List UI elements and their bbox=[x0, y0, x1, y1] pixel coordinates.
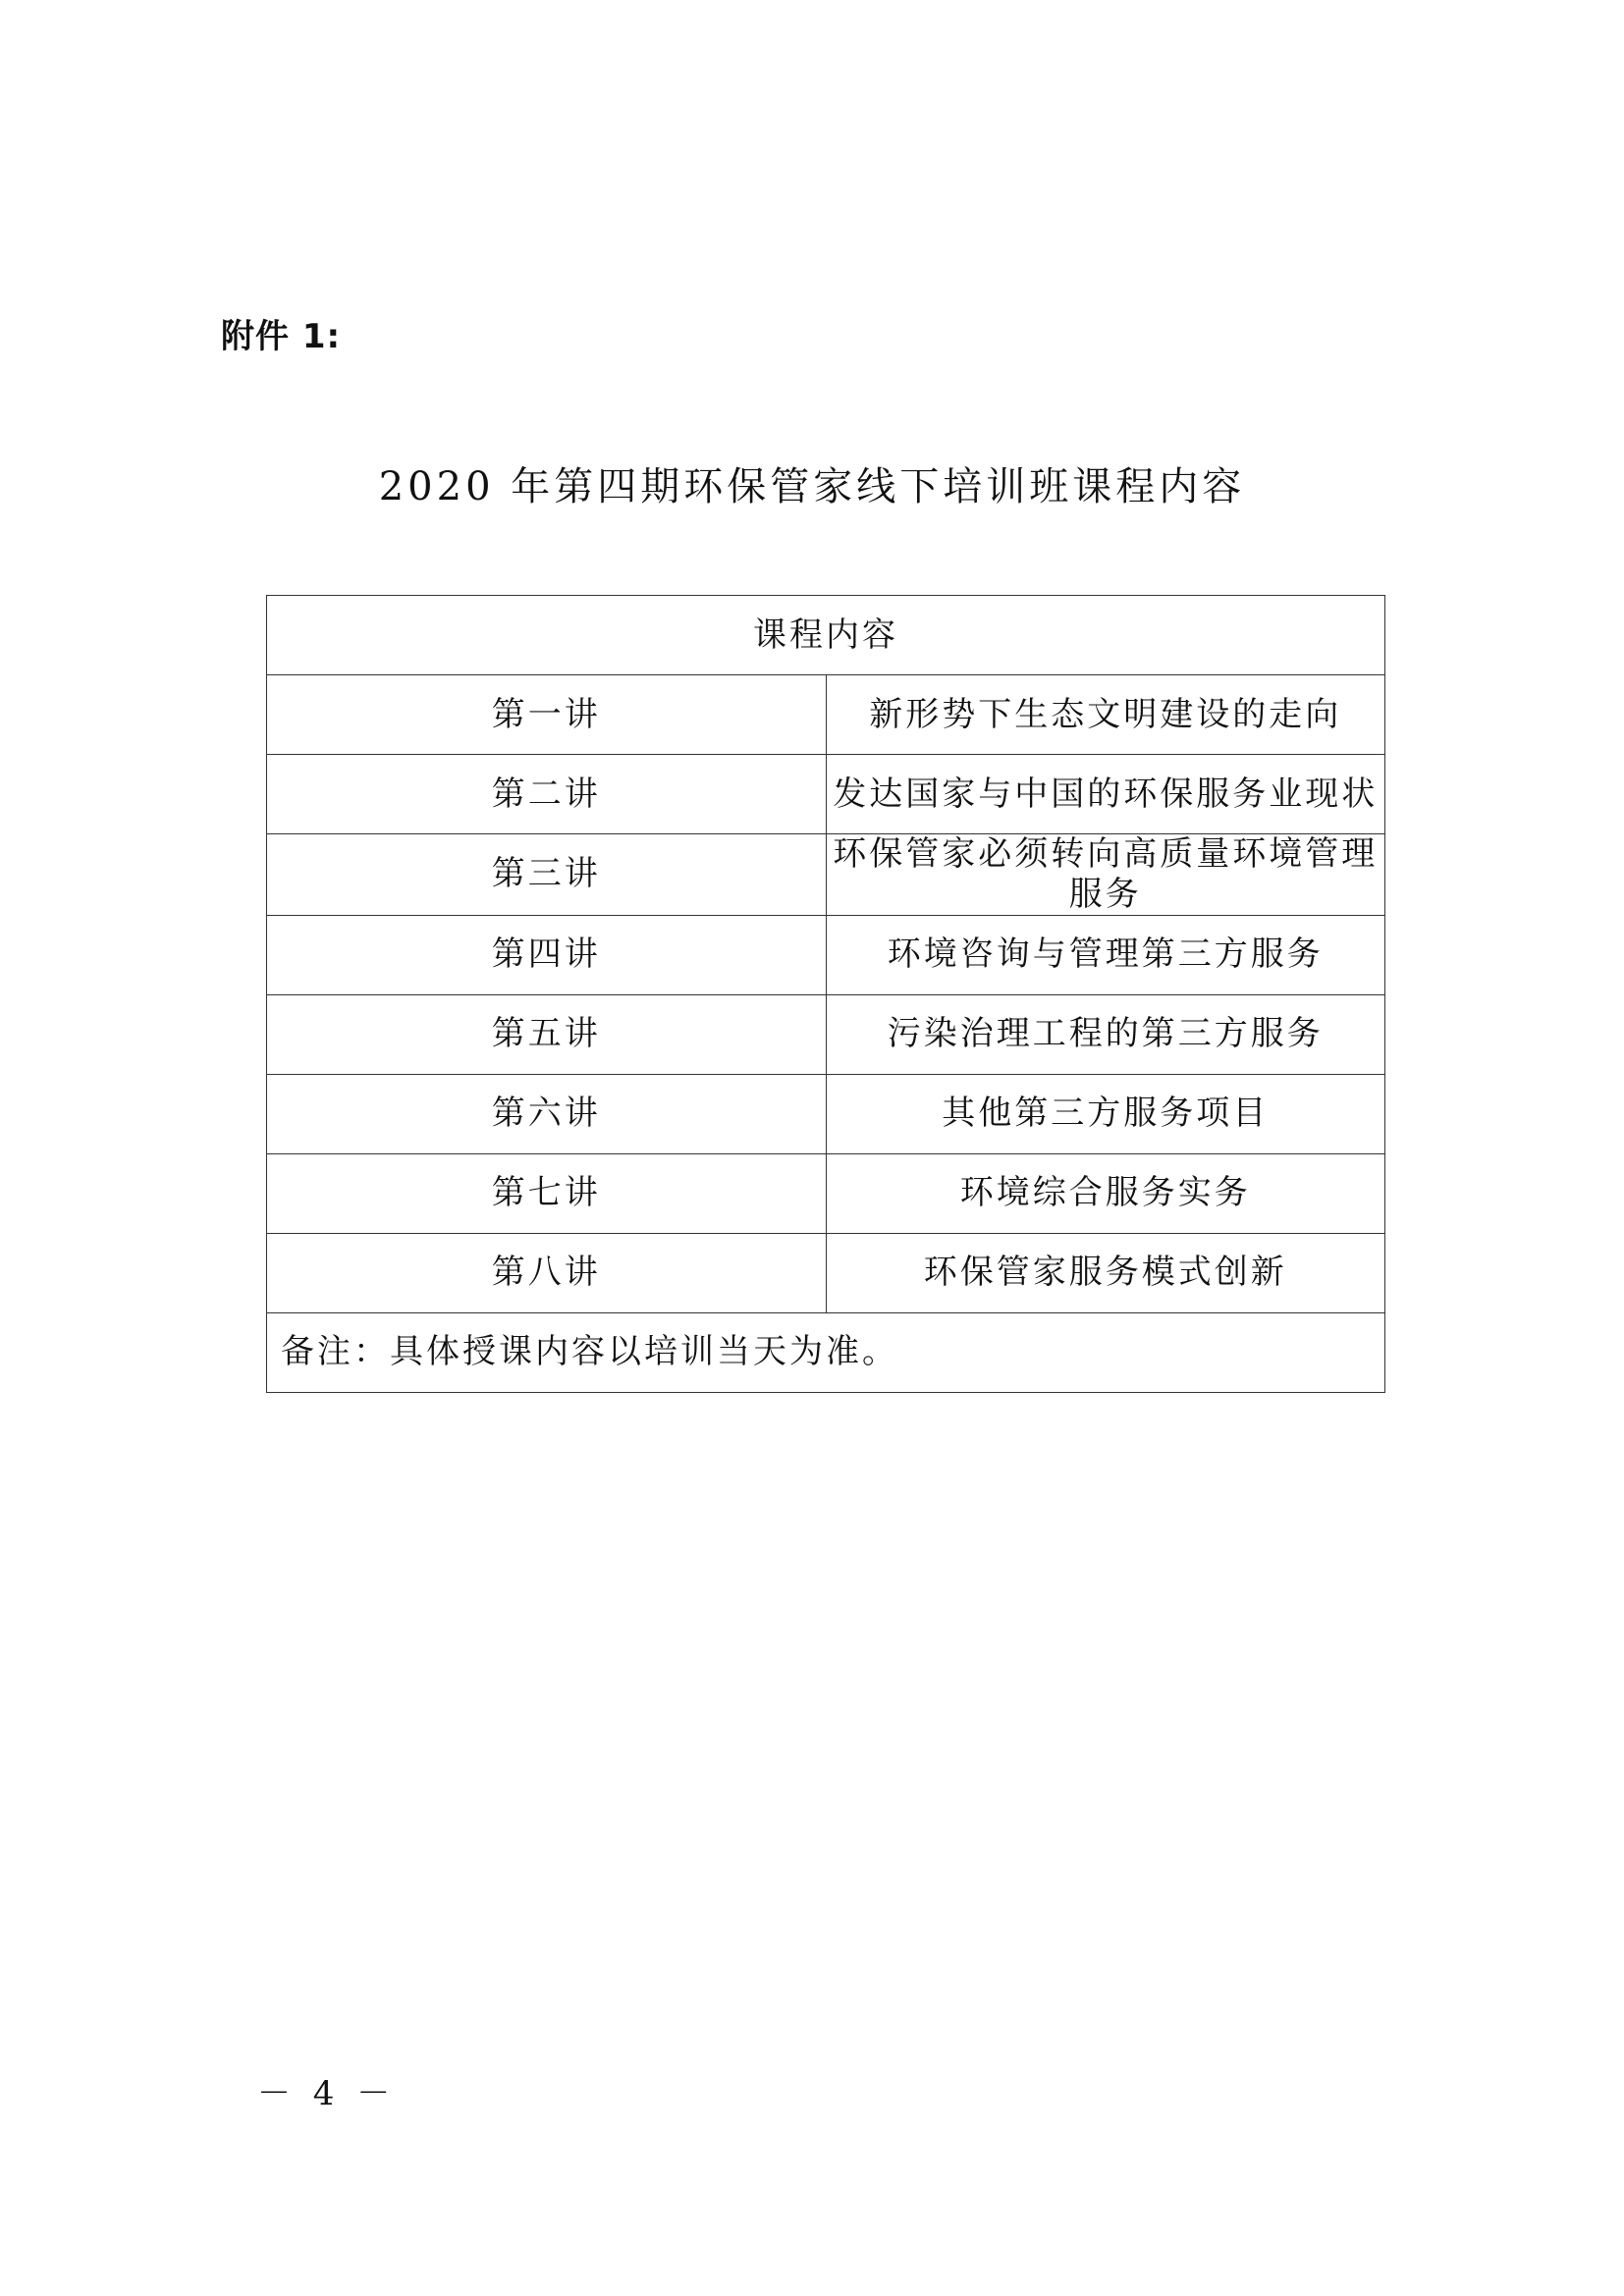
table-header-row bbox=[267, 596, 1385, 675]
attachment-label: 附件 1: bbox=[221, 317, 342, 356]
table-row bbox=[267, 755, 1385, 834]
lecture-number: 第三讲 bbox=[267, 834, 827, 916]
page-number: － 4 － bbox=[257, 2074, 397, 2113]
lecture-number: 第六讲 bbox=[267, 1074, 827, 1153]
lecture-topic: 新形势下生态文明建设的走向 bbox=[826, 675, 1385, 755]
table-header: 课程内容 bbox=[267, 596, 1385, 675]
lecture-number: 第一讲 bbox=[267, 675, 827, 755]
course-table bbox=[266, 595, 1385, 1393]
lecture-topic: 其他第三方服务项目 bbox=[826, 1074, 1385, 1153]
table-row bbox=[267, 915, 1385, 994]
table-row bbox=[267, 994, 1385, 1074]
lecture-number: 第二讲 bbox=[267, 755, 827, 834]
lecture-topic: 环保管家服务模式创新 bbox=[826, 1233, 1385, 1312]
table-row bbox=[267, 1074, 1385, 1153]
table-row bbox=[267, 1233, 1385, 1312]
lecture-topic: 发达国家与中国的环保服务业现状 bbox=[826, 755, 1385, 834]
lecture-topic: 环保管家必须转向高质量环境管理服务 bbox=[826, 834, 1385, 916]
lecture-number: 第四讲 bbox=[267, 915, 827, 994]
lecture-topic: 环境综合服务实务 bbox=[826, 1153, 1385, 1233]
lecture-topic: 环境咨询与管理第三方服务 bbox=[826, 915, 1385, 994]
lecture-topic: 污染治理工程的第三方服务 bbox=[826, 994, 1385, 1074]
table-note-row bbox=[267, 1312, 1385, 1392]
table-row bbox=[267, 834, 1385, 916]
lecture-number: 第五讲 bbox=[267, 994, 827, 1074]
table-row bbox=[267, 1153, 1385, 1233]
table-row bbox=[267, 675, 1385, 755]
table-note: 备注：具体授课内容以培训当天为准。 bbox=[267, 1312, 1385, 1392]
lecture-number: 第七讲 bbox=[267, 1153, 827, 1233]
document-title: 2020 年第四期环保管家线下培训班课程内容 bbox=[378, 464, 1246, 509]
lecture-number: 第八讲 bbox=[267, 1233, 827, 1312]
